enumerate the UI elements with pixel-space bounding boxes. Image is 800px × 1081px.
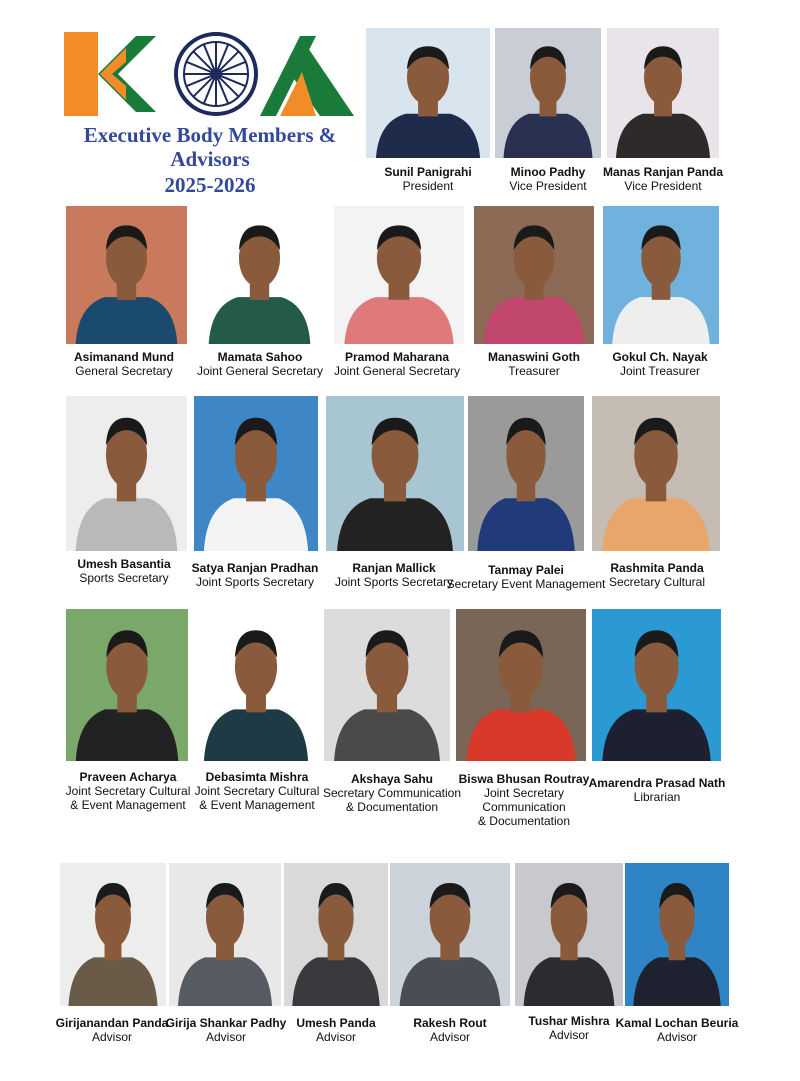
member-role: Joint Secretary — [483, 786, 565, 800]
member-photo — [456, 609, 586, 761]
member-role: Secretary Communication — [322, 786, 462, 800]
member-name: Ranjan Mallick — [352, 561, 436, 575]
member-name: Amarendra Prasad Nath — [588, 776, 726, 790]
member-name: Rashmita Panda — [610, 561, 704, 575]
member-role: Communication — [482, 800, 566, 814]
member-role: Advisor — [429, 1030, 470, 1044]
member-photo — [607, 28, 719, 158]
member-name: Gokul Ch. Nayak — [612, 350, 708, 364]
member-role: Librarian — [633, 790, 681, 804]
member-photo — [474, 206, 594, 344]
title-line-1: Executive Body Members & — [83, 123, 337, 147]
member-role: Vice President — [509, 179, 587, 193]
member-role: & Documentation — [345, 800, 439, 814]
member-role: Joint General Secretary — [196, 364, 324, 378]
member-photo — [468, 396, 584, 551]
member-photo — [592, 609, 721, 761]
member-photo — [169, 863, 281, 1006]
title-line-2: Advisors — [170, 147, 250, 171]
member-name: Tushar Mishra — [528, 1014, 610, 1028]
member-photo — [194, 396, 318, 551]
member-role: Advisor — [91, 1030, 132, 1044]
member-role: Joint Secretary Cultural — [65, 784, 191, 798]
koa-logo — [64, 32, 354, 116]
member-role: Joint Treasurer — [619, 364, 701, 378]
member-name: Rakesh Rout — [413, 1016, 487, 1030]
member-role: Treasurer — [508, 364, 560, 378]
member-photo — [66, 206, 187, 344]
member-photo — [603, 206, 719, 344]
member-name: Mamata Sahoo — [217, 350, 303, 364]
member-role: Advisor — [656, 1030, 697, 1044]
member-photo — [60, 863, 166, 1006]
member-name: Akshaya Sahu — [350, 772, 434, 786]
member-role: Advisor — [548, 1028, 589, 1042]
member-photo — [515, 863, 623, 1006]
member-name: Manas Ranjan Panda — [602, 165, 724, 179]
member-role: Sports Secretary — [79, 571, 169, 585]
member-role: Secretary Event Management — [446, 577, 606, 591]
member-name: Girija Shankar Padhy — [165, 1016, 287, 1030]
member-name: Pramod Maharana — [344, 350, 450, 364]
member-photo — [326, 396, 464, 551]
member-photo — [390, 863, 510, 1006]
member-name: Umesh Basantia — [77, 557, 171, 571]
member-role: Joint Secretary Cultural — [194, 784, 320, 798]
member-name: Manaswini Goth — [487, 350, 580, 364]
member-name: Praveen Acharya — [79, 770, 177, 784]
member-name: Satya Ranjan Pradhan — [191, 561, 319, 575]
member-photo — [625, 863, 729, 1006]
member-photo — [334, 206, 464, 344]
member-role: Joint Sports Secretary — [334, 575, 454, 589]
member-photo — [324, 609, 450, 761]
member-name: Umesh Panda — [296, 1016, 376, 1030]
member-name: Asimanand Mund — [73, 350, 174, 364]
member-photo — [199, 206, 320, 344]
member-name: Sunil Panigrahi — [384, 165, 472, 179]
member-photo — [66, 609, 188, 761]
member-role: & Event Management — [199, 798, 315, 812]
member-role: President — [402, 179, 454, 193]
member-photo — [284, 863, 388, 1006]
member-role: Joint Sports Secretary — [195, 575, 315, 589]
member-photo — [66, 396, 187, 551]
member-role: & Event Management — [70, 798, 186, 812]
member-name: Biswa Bhusan Routray — [458, 772, 590, 786]
member-photo — [592, 396, 720, 551]
member-role: Vice President — [624, 179, 702, 193]
member-role: General Secretary — [75, 364, 173, 378]
member-role: Advisor — [205, 1030, 246, 1044]
member-photo — [366, 28, 490, 158]
member-role: & Documentation — [477, 814, 571, 828]
member-role: Joint General Secretary — [333, 364, 461, 378]
member-photo — [194, 609, 318, 761]
member-role: Secretary Cultural — [608, 575, 706, 589]
member-name: Tanmay Palei — [488, 563, 564, 577]
member-name: Debasimta Mishra — [205, 770, 309, 784]
member-photo — [495, 28, 601, 158]
member-name: Girijanandan Panda — [55, 1016, 169, 1030]
title-line-3: 2025-2026 — [164, 173, 256, 197]
member-role: Advisor — [315, 1030, 356, 1044]
member-name: Minoo Padhy — [510, 165, 586, 179]
member-name: Kamal Lochan Beuria — [615, 1016, 739, 1030]
